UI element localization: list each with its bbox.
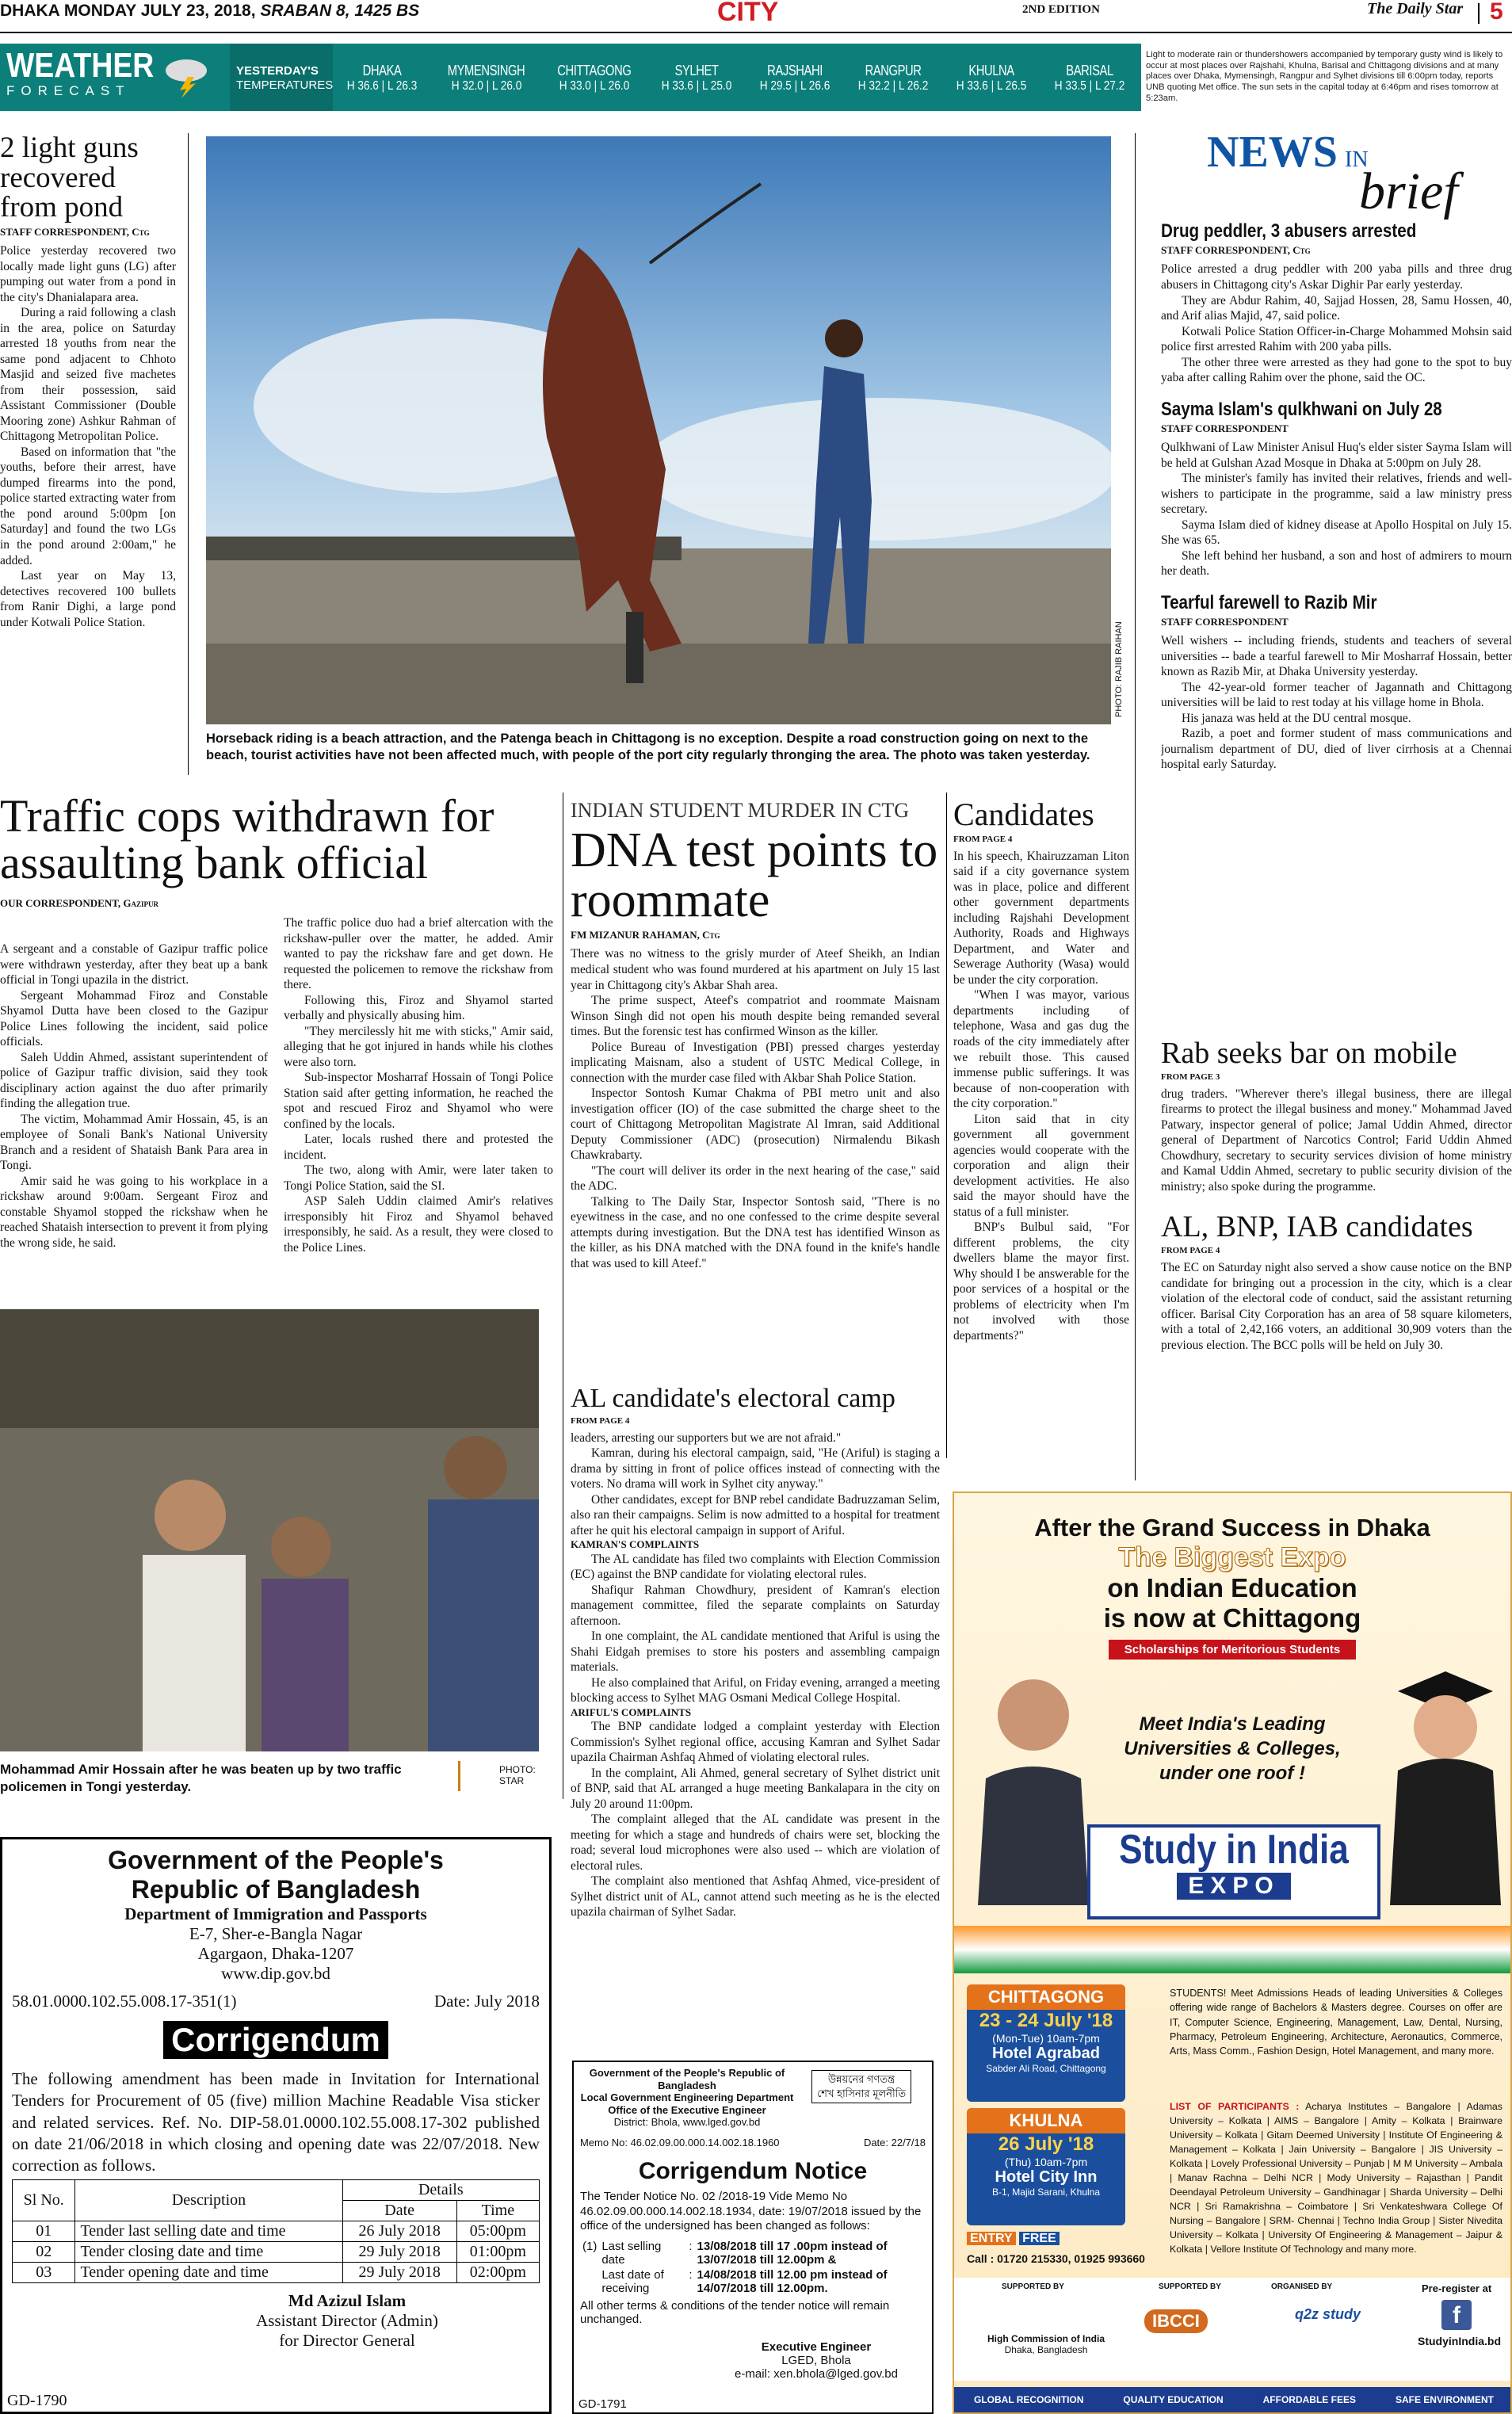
weather-city <box>942 63 1040 94</box>
brief-headline: Sayma Islam's qulkhwani on July 28 <box>1161 398 1442 420</box>
expo-city1-time: (Mon-Tue) 10am-7pm <box>992 2032 1100 2045</box>
ad-corrigendum-title: Corrigendum <box>163 2021 388 2059</box>
lged-sig1: Executive Engineer <box>761 2340 872 2355</box>
table-cell: 02 <box>13 2242 75 2263</box>
paragraph: Shafiqur Rahman Chowdhury, president of Kamran's election management committee, filed the separate complaints on Saturday afternoon. <box>571 1583 940 1628</box>
table-cell: 03 <box>13 2263 75 2283</box>
city-temp: H 33.0 | L 26.0 <box>559 79 630 93</box>
lged-table <box>580 2239 926 2296</box>
expo-city1-addr: Sabder Ali Road, Chittagong <box>986 2063 1106 2074</box>
ad-table <box>12 2179 540 2283</box>
ad-date: Date: July 2018 <box>434 1992 540 2011</box>
paragraph: Kotwali Police Station Officer-in-Charge Mohammed Mohsin said police first arrested Rahim with 200 yaba pills. <box>1161 324 1512 354</box>
weather-subtitle: FORECAST <box>6 83 131 98</box>
paragraph: Saleh Uddin Ahmed, assistant superintendent of police of Gazipur traffic division, said they took disciplinary action against the duo after primarily finding the allegation true. <box>0 1050 268 1111</box>
expo-site[interactable]: StudyinIndia.bd <box>1418 2335 1501 2347</box>
expo-city2-addr: B-1, Majid Sarani, Khulna <box>991 2187 1101 2198</box>
weather-city <box>333 63 431 94</box>
rab-body: drug traders. "Wherever there's illegal business, there are illegal firearms to protect the illegal business and money." Mohammad Javed Patwary, inspector general of police; Jamal Uddin Ahmed, director general of Department of Narcotics Control; Farid Uddin Ahmed Chowdhury, secretary to security services division of home ministry and Kamal Uddin Ahmed, secretary to public security division of the ministry; also spoke during the programme. <box>1161 1087 1512 1194</box>
al-bnp-headline: AL, BNP, IAB candidates <box>1161 1210 1473 1244</box>
brief-byline: STAFF CORRESPONDENT, Ctg <box>1161 244 1311 257</box>
dna-headline: DNA test points to roommate <box>571 823 938 928</box>
horse-photo-credit: PHOTO: RAJIB RAIHAN <box>1114 621 1124 717</box>
expo-call: Call : 01720 215330, 01925 993660 <box>967 2252 1145 2265</box>
paragraph: They are Abdur Rahim, 40, Sajjad Hossen, 28, Samu Hossen, 40, and Arif alias Majid, 47, said police. <box>1161 293 1512 323</box>
paragraph: "They mercilessly hit me with sticks," Amir said, alleging that he got injured in hands while his clothes were also torn. <box>284 1024 553 1069</box>
guns-headline: 2 light guns recovered from pond <box>0 133 139 224</box>
traffic-headline: Traffic cops withdrawn for assaulting bank official <box>0 793 494 889</box>
ad-addr2: Agargaon, Dhaka-1207 <box>197 1944 354 1963</box>
weather-cities <box>333 63 1133 94</box>
footer-item: AFFORDABLE FEES <box>1262 2394 1356 2405</box>
table-cell: Tender closing date and time <box>75 2242 342 2263</box>
paragraph: The AL candidate has filed two complaints with Election Commission (EC) against the BNP candidate for violating electoral rules. <box>571 1552 940 1582</box>
header-bengali-date: SRABAN 8, 1425 BS <box>260 2 420 20</box>
table-cell: 01 <box>13 2221 75 2242</box>
paragraph: During a raid following a clash in the area, police on Saturday arrested 18 youths from near the same pond adjacent to Chhoto Masjid and seized five machetes from their possession, said Assistant Commissioner (Double Mooring zone) Ashkur Rahman of Chittagong Metropolitan Police. <box>0 306 176 444</box>
paragraph: leaders, arresting our supporters but we are not afraid." <box>571 1430 842 1445</box>
edition: 2ND EDITION <box>1022 3 1100 16</box>
traffic-photo <box>0 1309 539 1751</box>
weather-city <box>844 63 942 94</box>
traffic-col1 <box>0 942 268 1251</box>
paragraph: Well wishers -- including friends, students and teachers of several universities -- bade a tearful farewell to Mir Mosharraf Hossain, better known as Razib Mir, at Dhaka University yesterday. <box>1161 634 1512 679</box>
ad-gov-title1: Government of the People's <box>108 1846 444 1874</box>
page-number: 5 <box>1490 0 1503 25</box>
table-cell: 05:00pm <box>456 2221 539 2242</box>
paragraph: The traffic police duo had a brief altercation with the rickshaw-puller over the matter, he added. Amir wanted to pay the rickshaw fare and get down. He requested the policemen to remove the rickshaw from there. <box>284 916 553 992</box>
paragraph: Other candidates, except for BNP rebel candidate Badruzzaman Selim, also ran their campaigns. Selim is now admitted to a hospital for treatment after he quit his electoral campaign in support of Ariful. <box>571 1492 940 1537</box>
city-name: BARISAL <box>1066 63 1113 78</box>
ad-body: The following amendment has been made in Invitation for International Tenders for Procurement of 05 (five) million Machine Readable Visa sticker and related services. Ref. No. DIP-58.01.0000.102.55.008.17-302 published on date 21/06/2018 in which closing and opening date was 22/07/2018. New correction as follows. <box>12 2069 540 2175</box>
ad-addr1: E-7, Sher-e-Bangla Nagar <box>189 1924 363 1943</box>
guns-byline: STAFF CORRESPONDENT, Ctg <box>0 226 150 239</box>
footer-item: QUALITY EDUCATION <box>1123 2394 1224 2405</box>
rab-from: FROM PAGE 3 <box>1161 1071 1220 1082</box>
weather-city <box>746 63 844 94</box>
city-temp: H 33.5 | L 27.2 <box>1054 79 1125 93</box>
passport-corrigendum-ad <box>0 1837 552 2414</box>
city-temp: H 32.2 | L 26.2 <box>857 79 929 93</box>
city-temp: H 29.5 | L 26.6 <box>759 79 830 93</box>
table-cell: 02:00pm <box>456 2263 539 2283</box>
dna-body <box>571 946 940 1271</box>
paragraph: A sergeant and a constable of Gazipur traffic police were withdrawn yesterday, after they beat up a bank official in Tongi upazila in the district. <box>0 942 268 987</box>
paragraph: Qulkhwani of Law Minister Anisul Huq's elder sister Sayma Islam will be held at Gulshan Azad Mosque in Dhaka at 5:00pm on July 28. <box>1161 441 1512 470</box>
city-temp: H 32.0 | L 26.0 <box>451 79 521 93</box>
expo-ribbon: Scholarships for Meritorious Students <box>1109 1640 1357 1660</box>
lged-date: Date: 22/7/18 <box>863 2136 926 2149</box>
lged-h1: Government of the People's Republic of Bangladesh <box>589 2067 785 2091</box>
expo-footer <box>954 2387 1512 2412</box>
paper-name: The Daily Star <box>1367 0 1464 17</box>
th-details: Details <box>342 2180 539 2201</box>
expo-sup1: SUPPORTED BY <box>1002 2282 1064 2291</box>
expo-line4: is now at Chittagong <box>1103 1602 1361 1633</box>
al-camp-body <box>571 1430 940 1920</box>
table-row: (1) Last selling date : 13/08/2018 till 17 .00pm instead of 13/07/2018 till 12.00pm & <box>580 2239 926 2267</box>
dna-byline: FM MIZANUR RAHAMAN, Ctg <box>571 929 720 942</box>
expo-city2: KHULNA <box>967 2108 1125 2133</box>
paragraph: The prime suspect, Ateef's compatriot and roommate Maisnam Winson Singh did not open his mouth despite being remanded several times. But the forensic test has confirmed Winson as the killer. <box>571 994 940 1039</box>
lged-h3: Office of the Executive Engineer <box>608 2103 766 2116</box>
paragraph: The BNP candidate lodged a complaint yesterday with Election Commission's Sylhet regional office, accusing Kamran and Sylhet Sadar upazila Chairman Ashfaq Ahmed of violating electoral rules. <box>571 1720 940 1765</box>
expo-line2: The Biggest Expo <box>1118 1541 1346 1572</box>
expo-entry: ENTRY <box>967 2232 1016 2245</box>
paragraph: "The court will deliver its order in the next hearing of the case," said the ADC. <box>571 1163 940 1194</box>
paragraph: Sergeant Mohammad Firoz and Constable Shyamol Dutta have been closed to the Gazipur Police Lines following the incident, said police officials. <box>0 988 268 1049</box>
ad-sig2: Assistant Director (Admin) <box>256 2311 438 2331</box>
expo-hc: High Commission of India <box>987 2333 1105 2344</box>
dna-kicker: INDIAN STUDENT MURDER IN CTG <box>571 799 910 822</box>
rab-headline: Rab seeks bar on mobile <box>1161 1038 1457 1070</box>
lightning-icon <box>162 55 210 102</box>
ad-code: GD-1790 <box>7 2392 67 2409</box>
weather-label2: TEMPERATURES <box>236 78 334 92</box>
expo-q2z: q2z study <box>1295 2306 1361 2322</box>
paragraph: There was no witness to the grisly murder of Ateef Sheikh, an Indian medical student who was found murdered at his apartment on July 15 last year in Chittagong city's Akbar Shah area. <box>571 947 940 992</box>
expo-brand: Study in India <box>1119 1827 1349 1873</box>
expo-city2-venue: Hotel City Inn <box>995 2168 1098 2186</box>
paragraph: She left behind her husband, a son and host of admirers to mourn her death. <box>1161 548 1512 579</box>
table-cell: (1) <box>582 2240 598 2254</box>
city-name: KHULNA <box>968 63 1014 78</box>
weather-forecast: Light to moderate rain or thundershowers accompanied by temporary gusty wind is likely to occur at most places over Rajshahi, Khulna, Barisal and Chittagong divisions and at many places over Dhaka, Mymensingh, Rangpur and Sylhet divisions till 6:00pm today, reports UNB quoting Met office. The sun sets in the capital today at 6:46pm and rises tomorrow at 5:23am. <box>1146 50 1503 103</box>
brief-byline: STAFF CORRESPONDENT <box>1161 422 1289 435</box>
expo-mid2: Universities & Colleges, <box>1124 1738 1341 1760</box>
expo-city2-date: 26 July '18 <box>998 2133 1094 2155</box>
brief-logo-in: IN <box>1345 147 1369 172</box>
study-india-expo-ad <box>953 1492 1512 2414</box>
paragraph: The victim, Mohammad Amir Hossain, 45, is an employee of Sonali Bank's National University Branch and a resident of Shataish Bank Para area in Tongi. <box>0 1112 268 1173</box>
paragraph: ASP Saleh Uddin claimed Amir's relatives irresponsibly hit Firoz and Shyamol behaved irresponsibly, he said. As a result, they were closed to the Police Lines. <box>284 1194 553 1255</box>
city-temp: H 33.6 | L 25.0 <box>661 79 732 93</box>
lged-corrigendum-ad <box>572 2061 934 2414</box>
th-time: Time <box>456 2201 539 2221</box>
paragraph: Police arrested a drug peddler with 200 yaba pills and three drug abusers in Chittagong city's Askar Dighir Par early yesterday. <box>1161 262 1512 292</box>
expo-org: ORGANISED BY <box>1271 2282 1333 2291</box>
candidates-headline: Candidates <box>953 799 1094 832</box>
facebook-icon[interactable]: f <box>1441 2300 1472 2330</box>
lged-h4: District: Bhola, www.lged.gov.bd <box>613 2116 761 2129</box>
paragraph: His janaza was held at the DU central mosque. <box>1182 711 1411 725</box>
ad-web: www.dip.gov.bd <box>221 1964 330 1983</box>
al-bnp-body: The EC on Saturday night also served a show cause notice on the BNP candidate for bringing out a procession in the city, which is a clear violation of the electoral code of conduct, said the assistant returning officer. Barisal City Corporation has an area of 58 square kilometers, with a total of 2,42,166 voters, an additional 30,909 voters than the previous election. The BCC polls will be held on July 30. <box>1161 1261 1512 1352</box>
city-temp: H 36.6 | L 26.3 <box>346 79 418 93</box>
lged-foot: All other terms & conditions of the tender notice will remain unchanged. <box>580 2299 890 2327</box>
paragraph: The 42-year-old former teacher of Jagannath and Chittagong universities will be laid to rest today at his village home in Bhola. <box>1161 680 1512 710</box>
brief-item <box>1161 400 1512 579</box>
table-cell: 01:00pm <box>456 2242 539 2263</box>
paragraph: Later, locals rushed there and protested the incident. <box>284 1133 553 1162</box>
expo-line3: on Indian Education <box>1107 1572 1357 1602</box>
brief-byline: STAFF CORRESPONDENT <box>1161 616 1289 628</box>
paragraph: Kamran, during his electoral campaign, said, "He (Ariful) is staging a drama by sitting in front of police offices instead of connecting with the voters. No drama will work in Sylhet city anyway." <box>571 1446 940 1492</box>
lged-body: The Tender Notice No. 02 /2018-19 Vide Memo No 46.02.09.00.000.14.002.18.1934, date: 19/07/2018 issued by the office of the undersigned has been changed as follows: <box>580 2189 922 2233</box>
subhead: ARIFUL'S COMPLAINTS <box>571 1705 692 1718</box>
brief-item <box>1161 222 1512 386</box>
table-row: Last date of receiving : 14/08/2018 till 12.00 pm instead of 14/07/2018 till 12.00pm. <box>580 2267 926 2296</box>
weather-label: YESTERDAY'S <box>236 64 319 78</box>
table-row <box>13 2221 540 2242</box>
expo-city1-date: 23 - 24 July '18 <box>979 2010 1113 2031</box>
expo-prereg: Pre-register at <box>1422 2282 1492 2294</box>
paragraph: The other three were arrested as they had gone to the spot to buy yaba after calling Rahim over the phone, said the OC. <box>1161 355 1512 385</box>
paragraph: In his speech, Khairuzzaman Liton said if a city governance system was in place, police and different other government departments including Rajshahi Development Authority, Roads and Highways Department, and Water and Sewerage Authority (Wasa) would be under the city corporation. <box>953 849 1129 987</box>
expo-plist: Acharya Institutes – Bangalore | Adamas University – Kolkata | AIMS – Bangalore | Amity – Kolkata | Brainware University – Kolkata | Gitam Deemed University | Institute Of Engineering & Management – Kolkata | Jain University – Bangalore | JIS University – Kolkata | Lovely Professional University – Punjab | M M University – Ambala | Manav Rachna – Delhi NCR | Mody University – Rajasthan | Pandit Deendayal Petroleum University – Gandhinagar | Sharda University – Delhi NCR | Sri Ramakrishna – Coimbatore | Sri Venkateshwara College Of Nursing – Bangalore | SRM- Chennai | Techno India Group | Sister Nivedita University – Kolkata | University Of Engineering & Management – Jaipur & Kolkata | Vellore Institute Of Technology and many more. <box>1170 2101 1502 2255</box>
paragraph: Amir said he was going to his workplace in a rickshaw around 9:00am. Sergeant Firoz and constable Shyamol stopped the rickshaw when he reached Shataish intersection to prevent it from plying the wrong side, he said. <box>0 1174 268 1250</box>
table-cell: Tender last selling date and time <box>75 2221 342 2242</box>
al-bnp-from: FROM PAGE 4 <box>1161 1246 1220 1256</box>
table-cell: 14/08/2018 till 12.00 pm instead of 14/07/2018 till 12.00pm. <box>697 2268 888 2296</box>
paragraph: The minister's family has invited their relatives, friends and well-wishers to participate in the programme, said a law ministry press secretary. <box>1161 472 1512 517</box>
brief-item <box>1161 591 1512 773</box>
th-date: Date <box>342 2201 456 2221</box>
city-name: MYMENSINGH <box>447 63 525 78</box>
lged-email: e-mail: xen.bhola@lged.gov.bd <box>735 2367 898 2382</box>
expo-line1: After the Grand Success in Dhaka <box>1034 1514 1430 1541</box>
paragraph: BNP's Bulbul said, "For different problems, the city dwellers blame the mayor first. Why should I be answerable for the poor services of a hospital or the problems of electricity when I'm not involved with those departments?" <box>953 1220 1129 1343</box>
header-date: DHAKA MONDAY JULY 23, 2018, <box>0 2 256 20</box>
expo-students: STUDENTS! Meet Admissions Heads of leading Universities & Colleges offering wide range of Bachelors & Masters degree. Courses on offer are IT, Computer Science, Engineering, Management, Law, Dental, Nursing, Pharmacy, Petroleum Engineering, Architecture, Aeronautics, Commerce, Arts, Mass Comm., Fashion Design, Hotel Management, and many more. <box>1170 1988 1502 2057</box>
expo-plist-h: LIST OF PARTICIPANTS : <box>1170 2101 1300 2112</box>
lged-sig2: LGED, Bhola <box>781 2354 851 2368</box>
expo-free: FREE <box>1019 2232 1060 2245</box>
brief-logo-news: NEWS <box>1207 128 1338 177</box>
expo-city2-time: (Thu) 10am-7pm <box>1004 2156 1088 2168</box>
expo-sup2: SUPPORTED BY <box>1159 2282 1221 2291</box>
paragraph: Police yesterday recovered two locally made light guns (LG) after pumping out water from a pond in the city's Dhanialapara area. <box>0 244 176 304</box>
table-cell: Tender opening date and time <box>75 2263 342 2283</box>
guns-body <box>0 243 176 630</box>
paragraph: Inspector Sontosh Kumar Chakma of PBI metro unit and also investigation officer (IO) of the case submitted the charge sheet to the court of Chittagong Metropolitan Magistrate Al Imran, said Additional Deputy Commissioner (ADC) (prosecution) Nirmalendu Bikash Chawkrabarty. <box>571 1087 940 1163</box>
graduate-figure <box>1374 1652 1509 1909</box>
paragraph: He also complained that Ariful, on Friday evening, arranged a meeting blocking access to Sylhet MAG Osmani Medical College Hospital. <box>571 1675 940 1705</box>
table-row <box>13 2242 540 2263</box>
al-camp-from: FROM PAGE 4 <box>571 1415 630 1426</box>
weather-city <box>541 63 647 94</box>
expo-city1: CHITTAGONG <box>967 1984 1125 2010</box>
paragraph: Police Bureau of Investigation (PBI) pressed charges yesterday implicating Maisnam, also a student of USTC Medical College, in connection with the murder case filed with Akbar Shah Police Station. <box>571 1040 940 1085</box>
table-cell: 26 July 2018 <box>342 2221 456 2242</box>
subhead: KAMRAN'S COMPLAINTS <box>571 1538 700 1551</box>
paragraph: The complaint alleged that the AL candidate was present in the meeting for which a stage and hundreds of chairs were set, blocking the road; several loud microphones were also used -- which are violation of electoral rules. <box>571 1812 940 1873</box>
paragraph: Last year on May 13, detectives recovered 100 bullets from Ranir Dighi, a large pond under Kotwali Police Station. <box>0 569 176 629</box>
paragraph: "When I was mayor, various departments including of telephone, Wasa and gas dug the roads of the city immediately after we rebuilt those. This caused immense public sufferings. It was because of non-cooperation with the city corporation." <box>953 988 1129 1111</box>
table-cell: 29 July 2018 <box>342 2263 456 2283</box>
lged-h2: Local Government Engineering Department <box>580 2091 794 2104</box>
table-cell: 13/08/2018 till 17 .00pm instead of 13/07/2018 till 12.00pm & <box>697 2240 888 2267</box>
paragraph: Liton said that in city government all government agencies would cooperate with the corporation and align their development activities. He also said the mayor should have the status of a full minister. <box>953 1112 1129 1219</box>
expo-hc2: Dhaka, Bangladesh <box>1004 2344 1088 2355</box>
city-name: RANGPUR <box>865 63 922 78</box>
man-figure <box>970 1667 1097 1909</box>
city-name: SYLHET <box>674 63 719 78</box>
paragraph: Following this, Firoz and Shyamol started verbally and physically abusing him. <box>284 993 553 1023</box>
weather-title: WEATHER <box>6 48 155 85</box>
paragraph: Sayma Islam died of kidney disease at Apollo Hospital on July 15. She was 65. <box>1161 518 1512 548</box>
ad-dept: Department of Immigration and Passports <box>124 1904 427 1923</box>
footer-item: SAFE ENVIRONMENT <box>1395 2394 1494 2405</box>
table-cell: 29 July 2018 <box>342 2242 456 2263</box>
candidates-from: FROM PAGE 4 <box>953 834 1013 844</box>
traffic-credit: PHOTO: STAR <box>499 1764 536 1786</box>
paragraph: Talking to The Daily Star, Inspector Sontosh said, "There is no eyewitness in the case, and no one confessed to the crime despite several attempts during investigation. But the DNA test has identified Winson as the killer, as his DNA matched with the DNA found in the knife's handle that was used to kill Ateef." <box>571 1194 940 1270</box>
page-header <box>0 0 1512 32</box>
weather-city <box>431 63 541 94</box>
weather-city <box>647 63 746 94</box>
lged-code: GD-1791 <box>578 2397 627 2411</box>
paragraph: The two, along with Amir, were later taken to Tongi Police Station, said the SI. <box>284 1163 553 1193</box>
paragraph: Sub-inspector Mosharraf Hossain of Tongi Police Station said after getting information, he reached the spot and rescued Firoz and Shyamol who were confined by the locals. <box>284 1071 553 1131</box>
table-cell: Last selling date <box>601 2240 662 2267</box>
lged-bn1: উন্নয়নের গণতন্ত্র <box>828 2073 895 2085</box>
candidates-body <box>953 849 1129 1344</box>
paragraph: In the complaint, Ali Ahmed, general secretary of Sylhet district unit of BNP, said that AL arranged a huge meeting Bankalapara in the city on July 20 around 11:00pm. <box>571 1766 940 1811</box>
horse-photo-caption: Horseback riding is a beach attraction, and the Patenga beach in Chittagong is no exception. Despite a road construction going on next to the beach, tourist activities have not been affected much, with people of the port city regularly thronging the area. The photo was taken yesterday. <box>206 731 1090 763</box>
city-name: RAJSHAHI <box>767 63 823 78</box>
paragraph: The complaint also mentioned that Ashfaq Ahmed, vice-president of Sylhet district unit of AL, cannot attend such meeting as he is the elected upazila chairman of Sylhet Sadar. <box>571 1874 940 1919</box>
traffic-caption: Mohammad Amir Hossain after he was beaten up by two traffic policemen in Tongi yesterday. <box>0 1762 402 1795</box>
table-cell: Last date of receiving <box>601 2268 664 2296</box>
al-camp-headline: AL candidate's electoral camp <box>571 1385 895 1413</box>
expo-mid3: under one roof ! <box>1159 1763 1305 1785</box>
city-name: CHITTAGONG <box>557 63 632 78</box>
th-desc: Description <box>75 2180 342 2221</box>
brief-logo-brief: brief <box>1359 162 1458 220</box>
ad-sig1: Md Azizul Islam <box>288 2291 407 2311</box>
ad-gov-title2: Republic of Bangladesh <box>131 1875 421 1904</box>
paragraph: In one complaint, the AL candidate mentioned that Ariful is using the Shahi Eidgah premises to store his posters and assembling campaign materials. <box>571 1629 940 1675</box>
lged-memo: Memo No: 46.02.09.00.000.14.002.18.1960 <box>580 2136 780 2149</box>
lged-bn2: শেখ হাসিনার মূলনীতি <box>817 2087 907 2100</box>
paragraph: Razib, a poet and former student of mass communications and journalism department of DU, died of liver cirrhosis at a Chennai hospital early Saturday. <box>1161 727 1512 772</box>
expo-city1-venue: Hotel Agrabad <box>992 2045 1100 2062</box>
table-row <box>13 2263 540 2283</box>
brief-headline: Drug peddler, 3 abusers arrested <box>1161 220 1417 242</box>
ad-sig3: for Director General <box>279 2331 415 2351</box>
traffic-col2 <box>284 915 553 1255</box>
city-name: DHAKA <box>362 63 402 78</box>
th-sl: Sl No. <box>13 2180 75 2221</box>
weather-city <box>1040 63 1133 94</box>
traffic-byline: OUR CORRESPONDENT, Gazipur <box>0 897 159 910</box>
city-temp: H 33.6 | L 26.5 <box>956 79 1027 93</box>
expo-brand2: EXPO <box>1177 1873 1290 1900</box>
brief-headline: Tearful farewell to Razib Mir <box>1161 591 1377 613</box>
table-cell <box>580 2267 599 2296</box>
horse-photo <box>206 136 1111 724</box>
lged-title: Corrigendum Notice <box>638 2157 868 2184</box>
expo-mid1: Meet India's Leading <box>1139 1713 1326 1735</box>
footer-item: GLOBAL RECOGNITION <box>973 2394 1084 2405</box>
expo-ibcci: IBCCI <box>1144 2309 1208 2333</box>
weather-bar <box>0 44 1512 111</box>
section-title: CITY <box>717 0 779 27</box>
ad-ref: 58.01.0000.102.55.008.17-351(1) <box>12 1992 237 2011</box>
paragraph: Based on information that "the youths, before their arrest, have dumped firearms into the pond, police started extracting water from the pond around 5:00pm [on Saturday] and found the two LGs in the pond around 2:00am," he added. <box>0 445 176 567</box>
